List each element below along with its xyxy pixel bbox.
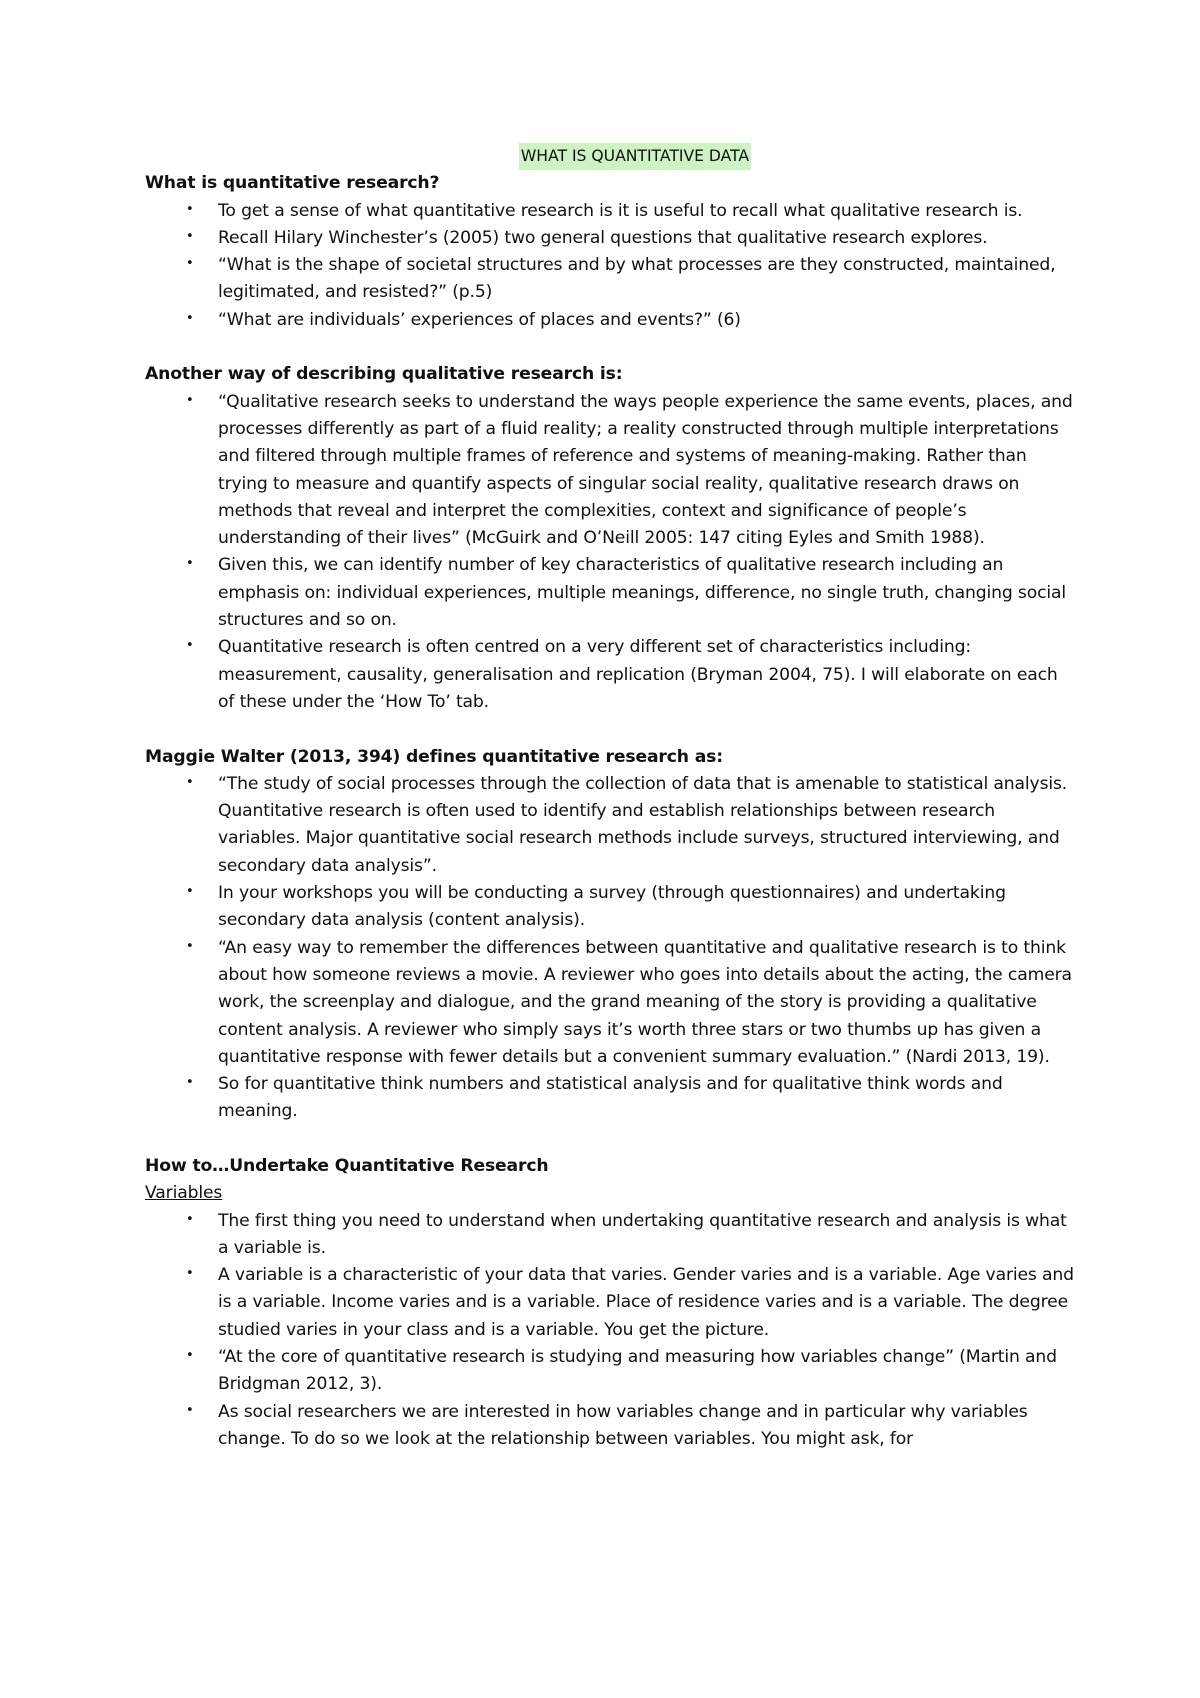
list-item: • To get a sense of what quantitative research is it is useful to recall what qualitative research is. <box>145 198 1075 225</box>
bullet-icon: • <box>186 556 194 572</box>
bullet-icon: • <box>186 774 194 790</box>
bullet-icon: • <box>186 1211 194 1227</box>
list-item: • “What is the shape of societal structures and by what processes are they constructed, maintained, legitimated, and resisted?” (p.5) <box>145 252 1075 307</box>
section-heading: How to…Undertake Quantitative Research <box>145 1155 549 1176</box>
bullet-icon: • <box>186 310 194 326</box>
document-body <box>145 143 1075 1453</box>
bullet-list <box>145 198 1075 334</box>
list-item: • The first thing you need to understand when undertaking quantitative research and analysis is what a variable is. <box>145 1208 1075 1263</box>
title-wrapper <box>195 143 1075 170</box>
document-title: WHAT IS QUANTITATIVE DATA <box>519 143 751 170</box>
section-heading: Maggie Walter (2013, 394) defines quantitative research as: <box>145 746 723 767</box>
list-item: • A variable is a characteristic of your data that varies. Gender varies and is a variable. Age varies and is a variable. Income varies and is a variable. Place of residence varies and is a variable. The degree studied varies in your class and is a variable. You get the picture. <box>145 1262 1075 1344</box>
list-item: • “Qualitative research seeks to understand the ways people experience the same events, places, and processes differently as part of a fluid reality; a reality constructed through multiple interpretations and filtered through multiple frames of reference and systems of meaning-making. Rather than trying to measure and quantify aspects of singular social reality, qualitative research draws on methods that reveal and interpret the complexities, context and significance of people’s understanding of their lives” (McGuirk and O’Neill 2005: 147 citing Eyles and Smith 1988). <box>145 389 1075 553</box>
section-heading: What is quantitative research? <box>145 173 440 194</box>
bullet-list <box>145 389 1075 717</box>
section-heading: Another way of describing qualitative research is: <box>145 364 623 385</box>
bullet-icon: • <box>186 1402 194 1418</box>
bullet-icon: • <box>186 938 194 954</box>
bullet-icon: • <box>186 884 194 900</box>
spacer <box>145 334 1075 361</box>
list-item: • As social researchers we are interested in how variables change and in particular why variables change. To do so we look at the relationship between variables. You might ask, for <box>145 1399 1075 1454</box>
list-item: • “The study of social processes through the collection of data that is amenable to statistical analysis. Quantitative research is often used to identify and establish relationships between research variables. Major quantitative social research methods include surveys, structured interviewing, and secondary data analysis”. <box>145 771 1075 880</box>
list-item: • Recall Hilary Winchester’s (2005) two general questions that qualitative research explores. <box>145 225 1075 252</box>
list-item: • So for quantitative think numbers and statistical analysis and for qualitative think words and meaning. <box>145 1071 1075 1126</box>
list-item: • “An easy way to remember the differences between quantitative and qualitative research is to think about how someone reviews a movie. A reviewer who goes into details about the acting, the camera work, the screenplay and dialogue, and the grand meaning of the story is providing a qualitative content analysis. A reviewer who simply says it’s worth three stars or two thumbs up has given a quantitative response with fewer details but a convenient summary evaluation.” (Nardi 2013, 19). <box>145 935 1075 1071</box>
section-subheading: Variables <box>145 1183 223 1204</box>
bullet-icon: • <box>186 256 194 272</box>
bullet-icon: • <box>186 638 194 654</box>
list-item: • “At the core of quantitative research is studying and measuring how variables change” (Martin and Bridgman 2012, 3). <box>145 1344 1075 1399</box>
bullet-list <box>145 771 1075 1126</box>
bullet-icon: • <box>186 1075 194 1091</box>
bullet-icon: • <box>186 1266 194 1282</box>
bullet-icon: • <box>186 228 194 244</box>
list-item: • Quantitative research is often centred on a very different set of characteristics including: measurement, causality, generalisation and replication (Bryman 2004, 75). I will elaborate on each of these under the ‘How To’ tab. <box>145 634 1075 716</box>
list-item: • In your workshops you will be conducting a survey (through questionnaires) and undertaking secondary data analysis (content analysis). <box>145 880 1075 935</box>
bullet-icon: • <box>186 392 194 408</box>
list-item: • Given this, we can identify number of key characteristics of qualitative research including an emphasis on: individual experiences, multiple meanings, difference, no single truth, changing social structures and so on. <box>145 552 1075 634</box>
bullet-list <box>145 1208 1075 1454</box>
bullet-icon: • <box>186 201 194 217</box>
bullet-icon: • <box>186 1348 194 1364</box>
spacer <box>145 716 1075 743</box>
spacer <box>145 1126 1075 1153</box>
list-item: • “What are individuals’ experiences of places and events?” (6) <box>145 307 1075 334</box>
